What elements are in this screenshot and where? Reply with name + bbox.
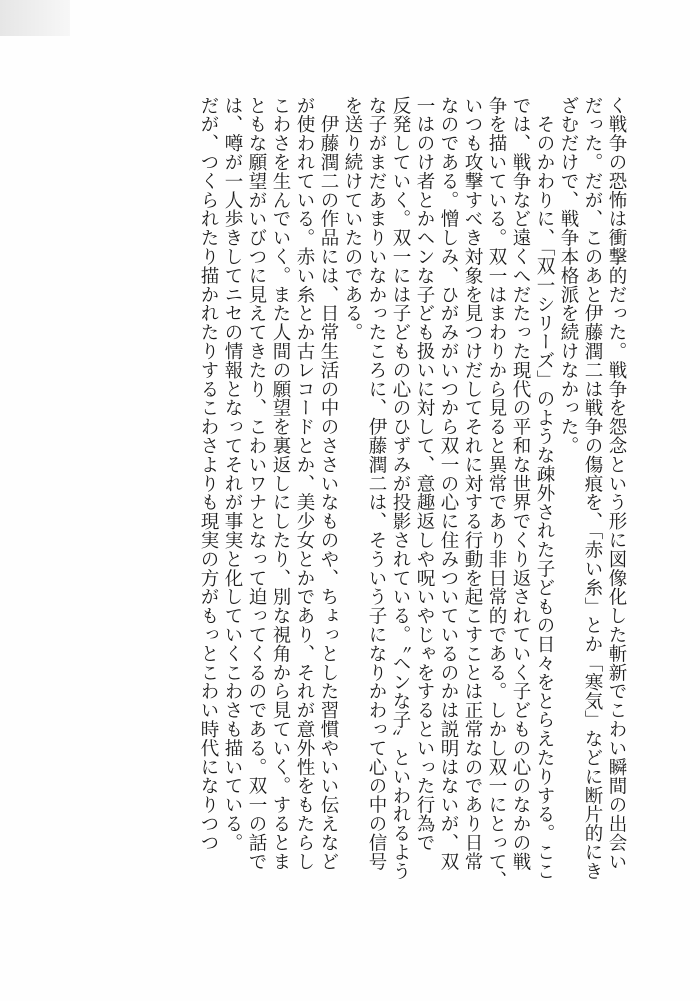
text-line: ともな願望がいびつに見えてきたり、こわいワナとなって迫ってくるのである。双一の話で <box>246 96 267 871</box>
text-line: ざむだけで、戦争本格派を続けなかった。 <box>558 96 579 456</box>
text-line: く戦争の恐怖は衝撃的だった。戦争を怨念という形に図像化した斬新でこわい瞬間の出会い <box>606 96 627 871</box>
text-line: では、戦争など遠くへだたった現代の平和な世界でくり返されていく子どもの心のなかの戦 <box>510 96 531 871</box>
text-line: こわさを生んでいく。また人間の願望を裏返しにしたり、別な視角から見ていく。するとま <box>270 96 291 871</box>
text-line: だった。だが、このあと伊藤潤二は戦争の傷痕を、「赤い糸」とか「寒気」などに断片的にき <box>582 96 603 881</box>
text-line: なのである。憎しみ、ひがみがいつから双一の心に住みついているのかは説明はないが、双 <box>438 96 459 871</box>
text-line: 伊藤潤二の作品には、日常生活の中のささいなものや、ちょっとした習慣やいい伝えなど <box>318 96 339 871</box>
text-line: が使われている。赤い糸とか古レコードとか、美少女とかであり、それが意外性をもたらし <box>294 96 315 871</box>
text-line: 争を描いている。双一はまわりから見ると異常であり非日常的である。しかし双一にとって、 <box>486 96 507 890</box>
text-line: だが、つくられたり描かれたりするこわさよりも現実の方がもっとこわい時代になりつつ <box>198 96 219 852</box>
text-line: を送り続けていたのである。 <box>342 96 363 342</box>
scan-edge-shadow <box>0 0 70 36</box>
text-line: 一はのけ者とかヘンな子ども扱いに対して、意趣返しや呪いやじゃをするといった行為で <box>414 96 435 852</box>
text-line: 反発していく。双一には子どもの心のひずみが投影されている。〝ヘンな子〟といわれるよう <box>390 96 411 881</box>
text-line: そのかわりに、「双一シリーズ」のような疎外された子どもの日々をとらえたりする。ここ <box>534 96 555 881</box>
vertical-text-body <box>108 96 628 936</box>
text-line: は、噂が一人歩きしてニセの情報となってそれが事実と化していくこわさも描いている。 <box>222 96 243 852</box>
text-line: いつも攻撃すべき対象を見つけだしてそれに対する行動を起こすことは正常なのであり日常 <box>462 96 483 871</box>
text-line: な子がまだあまりいなかったころに、伊藤潤二は、そういう子になりかわって心の中の信号 <box>366 96 387 871</box>
